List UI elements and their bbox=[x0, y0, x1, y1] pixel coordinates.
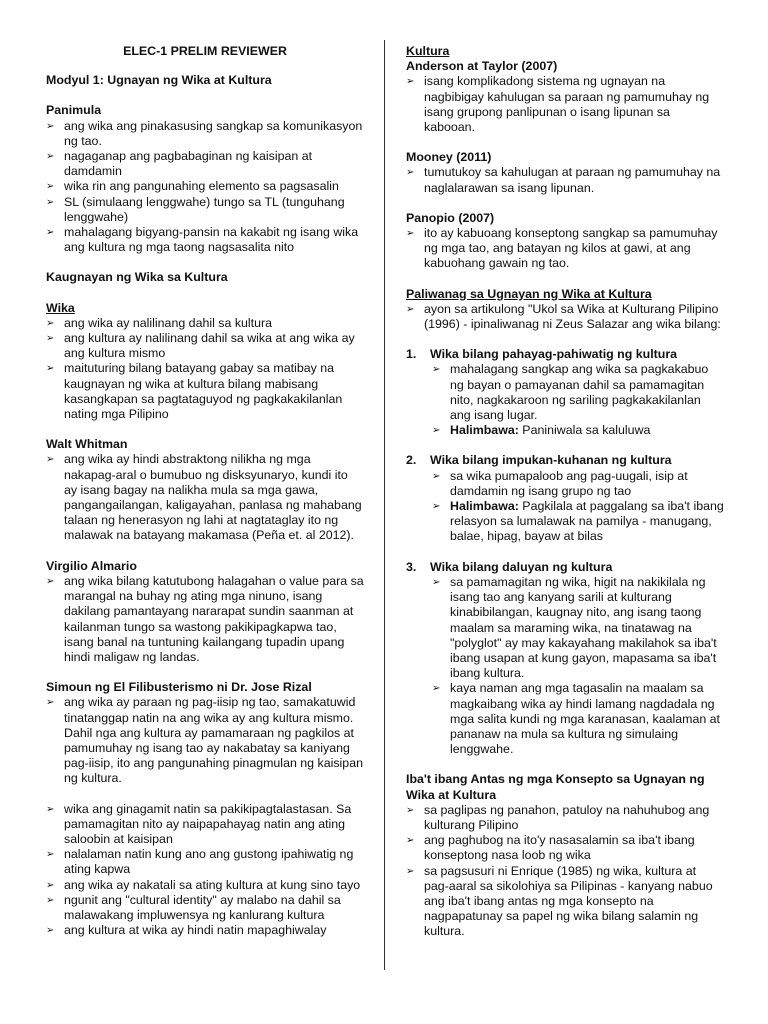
list-item: ➢ ang kultura ay nalilinang dahil sa wika at ang wika ay ang kultura mismo bbox=[46, 331, 364, 361]
kaugnayan-heading: Kaugnayan ng Wika sa Kultura bbox=[46, 270, 228, 285]
numbered-item-3 bbox=[406, 560, 724, 758]
item-number: 3. bbox=[406, 559, 417, 574]
anderson-heading: Anderson at Taylor (2007) bbox=[406, 59, 558, 74]
list-item: ➢ sa pamamagitan ng wika, higit na nakikilala ng isang tao ang kanyang sarili at kulturang kinabibilangan, kaugnay nito, ang isang taong maalam sa maraming wika, na tinatawag na "polyglot" ay may kakayahang makilahok sa iba't ibang usapan at kung gayon, mapasama sa iba't ibang kultura. bbox=[430, 575, 724, 681]
list-item: ➢ ang wika ang pinakasusing sangkap sa komunikasyon ng tao. bbox=[46, 119, 364, 149]
list-item: ➢ ang wika bilang katutubong halagahan o value para sa marangal na buhay ng ating mga ninuno, isang dakilang pamantayang nararapat sundin saanman at kailanman tungo sa wastong pakikipagkapwa tao, isang banal na tuntuning kailangang tupadin upang hindi maligaw ng landas. bbox=[46, 574, 364, 665]
numbered-item-1 bbox=[406, 347, 724, 453]
list-item: ➢ ang wika ay nalilinang dahil sa kultura bbox=[46, 316, 364, 331]
list-item: ➢ ngunit ang "cultural identity" ay malabo na dahil sa malawakang impluwensya ng kanlurang kultura bbox=[46, 893, 364, 923]
page-title: ELEC-1 PRELIM REVIEWER bbox=[123, 44, 287, 58]
list-item: ➢ wika ang ginagamit natin sa pakikipagtalastasan. Sa pamamagitan nito ay naipapahayag natin ang ating saloobin at kaisipan bbox=[46, 802, 364, 848]
example-item bbox=[430, 499, 724, 545]
example-text: Paniniwala sa kaluluwa bbox=[518, 423, 651, 438]
numbered-item-sublist bbox=[430, 362, 724, 438]
mooney-list bbox=[406, 165, 724, 195]
list-item: ➢ nagaganap ang pagbabaginan ng kaisipan at damdamin bbox=[46, 149, 364, 179]
panimula-list bbox=[46, 119, 364, 256]
item-number: 1. bbox=[406, 347, 417, 362]
list-item: ➢ ang kultura at wika ay hindi natin mapaghiwalay bbox=[46, 923, 364, 938]
list-item: ➢ nalalaman natin kung ano ang gustong ipahiwatig ng ating kapwa bbox=[46, 847, 364, 877]
list-item: ➢ mahalagang bigyang-pansin na kakabit ng isang wika ang kultura ng mga taong nagsasalita nito bbox=[46, 225, 364, 255]
example-item bbox=[430, 423, 724, 438]
list-item: ➢ mahalagang sangkap ang wika sa pagkakabuo ng bayan o pamayanan dahil sa pamamagitan nito, nagkakaroon ng sariling pagkakakilanlan ang isang lugar. bbox=[430, 362, 724, 423]
almario-heading: Virgilio Almario bbox=[46, 558, 137, 573]
antas-heading: Iba't ibang Antas ng mga Konsepto sa Ugnayan ng Wika at Kultura bbox=[406, 772, 705, 802]
right-column bbox=[406, 44, 724, 940]
list-item: ➢ ang wika ay hindi abstraktong nilikha ng mga nakapag-aral o bumubuo ng disksyunaryo, kundi ito ay isang bagay na nalikha mula sa mga gawa, pangangailangan, kaligayahan, panlasa ng mahabang talaan ng henerasyon ng lahi at nagtataglay ito ng malawak na batayang makamasa (Peña et. al 2012). bbox=[46, 452, 364, 543]
numbered-item-2 bbox=[406, 453, 724, 559]
list-item: ➢ ang wika ay nakatali sa ating kultura at kung sino tayo bbox=[46, 878, 364, 893]
column-divider bbox=[384, 40, 385, 970]
numbered-list bbox=[406, 347, 724, 757]
list-item: ➢ ang wika ay paraan ng pag-iisip ng tao, samakatuwid tinatanggap natin na ang wika ay ang kultura mismo. Dahil nga ang kultura ay pamamaraan ng pagkilos at pamumuhay ng isang tao ay nakabatay sa kaniyang pag-iisip, ito ang pangunahing pinagmulan ng kaisipan ng kultura. bbox=[46, 695, 364, 786]
list-item: ➢ ayon sa artikulong "Ukol sa Wika at Kulturang Pilipino (1996) - ipinaliwanag ni Zeus Salazar ang wika bilang: bbox=[406, 302, 724, 332]
example-label: Halimbawa: bbox=[450, 499, 519, 514]
paliwanag-list bbox=[406, 302, 724, 332]
example-text: Pagkilala at paggalang sa iba't ibang relasyon sa lumalawak na pamilya - manugang, balae, hipag, bayaw at bilas bbox=[450, 499, 724, 544]
list-item: ➢ isang komplikadong sistema ng ugnayan na nagbibigay kahulugan sa paraan ng pamumuhay ng isang grupong panlipunan o isang lipunan sa kabooan. bbox=[406, 74, 724, 135]
list-item: ➢ sa pagsusuri ni Enrique (1985) ng wika, kultura at pag-aaral sa sikolohiya sa Pilipinas - kanyang nabuo ang iba't ibang antas ng mga konsepto na nagpapatunay sa papel ng wika bilang salamin ng kultura. bbox=[406, 864, 724, 940]
almario-list bbox=[46, 574, 364, 665]
list-item: ➢ sa wika pumapaloob ang pag-uugali, isip at damdamin ng isang grupo ng tao bbox=[430, 469, 724, 499]
list-item: ➢ ang paghubog na ito'y nasasalamin sa iba't ibang konseptong nasa loob ng wika bbox=[406, 833, 724, 863]
panopio-list bbox=[406, 226, 724, 272]
anderson-list bbox=[406, 74, 724, 135]
list-item: ➢ maituturing bilang batayang gabay sa matibay na kaugnayan ng wika at kultura bilang mabisang kasangkapan sa pagtataguyod ng pagkakakilanlan nating mga Pilipino bbox=[46, 361, 364, 422]
rizal-list-a bbox=[46, 695, 364, 786]
list-item: ➢ SL (simulaang lenggwahe) tungo sa TL (tunguhang lenggwahe) bbox=[46, 195, 364, 225]
panimula-heading: Panimula bbox=[46, 103, 102, 118]
list-item: ➢ wika rin ang pangunahing elemento sa pagsasalin bbox=[46, 179, 364, 194]
list-item: ➢ tumutukoy sa kahulugan at paraan ng pamumuhay na naglalarawan sa isang lipunan. bbox=[406, 165, 724, 195]
item-number: 2. bbox=[406, 453, 417, 468]
example-label: Halimbawa: bbox=[450, 423, 519, 438]
numbered-item-heading: Wika bilang daluyan ng kultura bbox=[430, 559, 613, 574]
numbered-item-heading: Wika bilang pahayag-pahiwatig ng kultura bbox=[430, 347, 678, 362]
wika-list bbox=[46, 316, 364, 422]
list-item: ➢ sa paglipas ng panahon, patuloy na nahuhubog ang kulturang Pilipino bbox=[406, 803, 724, 833]
list-item: ➢ kaya naman ang mga tagasalin na maalam sa magkaibang wika ay hindi lamang nagdadala ng mga salita kundi ng mga karanasan, kaalaman at pananaw na mula sa kultura ng simulaing lenggwahe. bbox=[430, 681, 724, 757]
module-heading: Modyul 1: Ugnayan ng Wika at Kultura bbox=[46, 73, 272, 88]
kultura-heading: Kultura bbox=[406, 44, 450, 58]
panopio-heading: Panopio (2007) bbox=[406, 210, 495, 225]
numbered-item-sublist bbox=[430, 469, 724, 545]
wika-heading: Wika bbox=[46, 300, 75, 315]
paliwanag-heading: Paliwanag sa Ugnayan ng Wika at Kultura bbox=[406, 286, 652, 301]
whitman-heading: Walt Whitman bbox=[46, 437, 128, 452]
antas-list bbox=[406, 803, 724, 940]
whitman-list bbox=[46, 452, 364, 543]
list-item: ➢ ito ay kabuoang konseptong sangkap sa pamumuhay ng mga tao, ang batayan ng kilos at gawi, at ang kabuohang gawain ng tao. bbox=[406, 226, 724, 272]
numbered-item-heading: Wika bilang impukan-kuhanan ng kultura bbox=[430, 453, 672, 468]
mooney-heading: Mooney (2011) bbox=[406, 150, 492, 165]
left-column bbox=[46, 44, 364, 938]
numbered-item-sublist bbox=[430, 575, 724, 757]
rizal-list-b bbox=[46, 802, 364, 939]
rizal-heading: Simoun ng El Filibusterismo ni Dr. Jose Rizal bbox=[46, 680, 312, 695]
